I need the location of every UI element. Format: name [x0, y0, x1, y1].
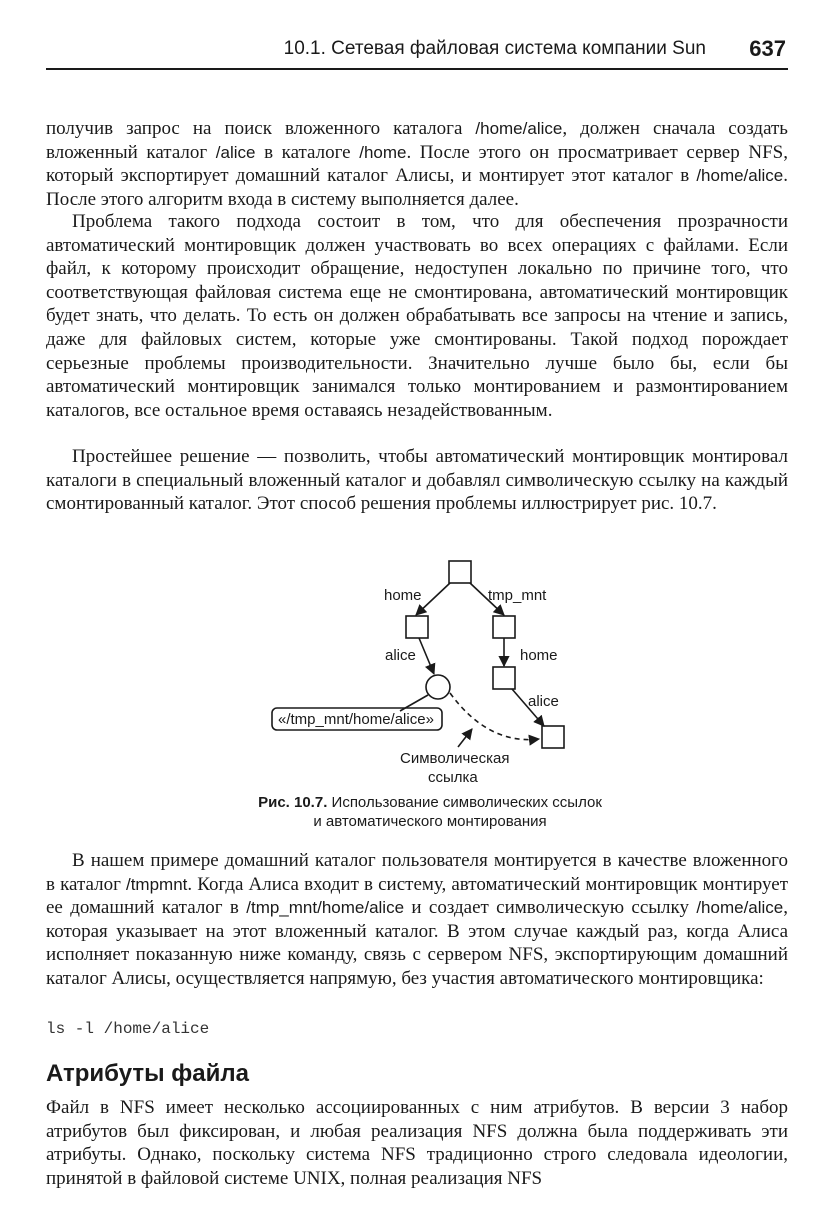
paragraph-5: Файл в NFS имеет несколько ассоциированных с ним атрибутов. В версии 3 набор атрибутов был фиксирован, и любая реализация NFS должна была поддерживать эти атрибуты. Однако, поскольку система NFS традиционно строго следовала идеологии, принятой в файловой системе UNIX, полная реализация NFS: [46, 1097, 788, 1189]
home-node-left: [406, 616, 428, 638]
caption-number: Рис. 10.7.: [258, 794, 328, 811]
figure-10-7-diagram: [260, 555, 580, 790]
paragraph-2: Проблема такого подхода состоит в том, что для обеспечения прозрачности автоматический монтировщик должен участвовать во всех операциях с файлами. Если файл, к которому происходит обращение, недоступен локально по причине того, что соответствующая файловая система еще не смонтирована, автоматический монтировщик будет знать, что делать. То есть он должен обрабатывать все запросы на чтение и запись, даже для файловых систем, которые уже смонтированы. Такой подход порождает серьезные проблемы производительности. Значительно лучше было бы, если бы автоматический монтировщик занимался только монтированием и размонтированием каталогов, все остальное время оставаясь незадействованным.: [46, 211, 788, 421]
symlink-node: [426, 675, 450, 699]
label-home-right: home: [520, 647, 558, 664]
caption-line2: и автоматического монтирования: [313, 813, 547, 830]
home-node-right: [493, 667, 515, 689]
running-title: 10.1. Сетевая файловая система компании Sun: [283, 38, 706, 59]
label-symlink-line2: ссылка: [428, 769, 478, 786]
label-link-target: «/tmp_mnt/home/alice»: [278, 711, 434, 728]
page-header: [46, 36, 788, 70]
symlink-dashed-path: [450, 693, 539, 740]
paragraph-1: получив запрос на поиск вложенного каталога /home/alice, должен сначала создать вложенный каталог /alice в каталоге /home. После этого он просматривает сервер NFS, который экспортирует домашний каталог Алисы, и монтирует этот каталог в /home/alice. После этого алгоритм входа в систему выполняется далее.: [46, 118, 789, 210]
alice-node-right: [542, 726, 564, 748]
label-alice-right: alice: [528, 693, 559, 710]
paragraph-3: Простейшее решение — позволить, чтобы автоматический монтировщик монтировал каталоги в специальный вложенный каталог и добавлял символическую ссылку на каждый смонтированный каталог. Этот способ решения проблемы иллюстрирует рис. 10.7.: [46, 446, 788, 515]
label-tmp-mnt: tmp_mnt: [488, 587, 547, 604]
label-symlink-line1: Символическая: [400, 750, 510, 767]
caption-line1: Использование символических ссылок: [331, 794, 602, 811]
code-command: ls -l /home/alice: [46, 1020, 210, 1038]
label-home: home: [384, 587, 422, 604]
page-number: 637: [749, 36, 786, 61]
root-node: [449, 561, 471, 583]
symlink-pointer-arrow: [458, 729, 472, 747]
label-alice: alice: [385, 647, 416, 664]
figure-caption: [150, 793, 710, 831]
tmp-mnt-node: [493, 616, 515, 638]
section-heading: Атрибуты файла: [46, 1060, 249, 1087]
paragraph-4: В нашем примере домашний каталог пользователя монтируется в качестве вложенного в каталог /tmpmnt. Когда Алиса входит в систему, автоматический монтировщик монтирует ее домашний каталог в /tmp_mnt/home/alice и создает символическую ссылку /home/alice, которая указывает на этот вложенный каталог. В этом случае каждый раз, когда Алиса исполняет показанную ниже команду, связь с сервером NFS, экспортирующим домашний каталог Алисы, осуществляется напрямую, без участия автоматического монтировщика:: [46, 850, 789, 989]
edge-home-alice: [419, 638, 434, 674]
